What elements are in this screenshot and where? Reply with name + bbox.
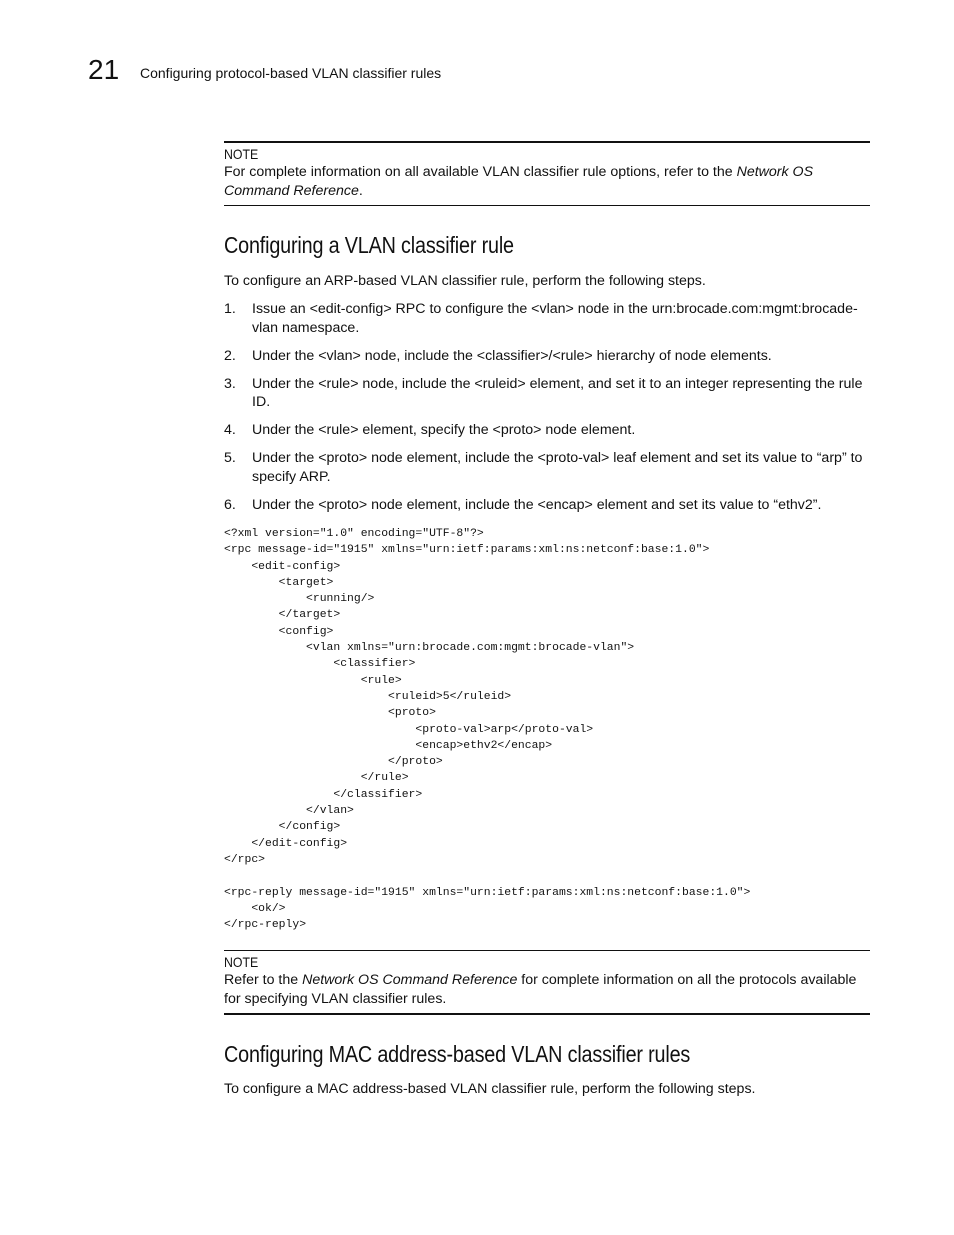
doc-reference: Network OS Command Reference (302, 972, 518, 988)
step-text: Under the <proto> node element, include the <proto-val> leaf element and set its value to “arp” to specify ARP. (252, 450, 863, 485)
step-number: 5. (224, 450, 236, 466)
step-number: 4. (224, 422, 236, 438)
section-intro-2: To configure a MAC address-based VLAN classifier rule, perform the following steps. (224, 1081, 756, 1097)
step-item (224, 421, 870, 440)
chapter-title: Configuring protocol-based VLAN classifier rules (140, 65, 442, 81)
step-text: Under the <vlan> node, include the <classifier>/<rule> hierarchy of node elements. (252, 347, 772, 364)
step-number: 3. (224, 375, 236, 392)
step-number: 2. (224, 347, 236, 364)
doc-reference: Network OS Command Reference (224, 164, 814, 199)
note-box-2 (224, 950, 870, 1015)
step-item (224, 496, 870, 515)
note-text: For complete information on all available VLAN classifier rule options, refer to the Network OS Command Reference. (224, 164, 814, 199)
step-text: Under the <proto> node element, include the <encap> element and set its value to “ethv2”. (252, 496, 822, 513)
section-intro-1: To configure an ARP-based VLAN classifier rule, perform the following steps. (224, 273, 706, 289)
steps-list (224, 300, 870, 524)
xml-code: <?xml version="1.0" encoding="UTF-8"?> <rpc message-id="1915" xmlns="urn:ietf:params:xml:ns:netconf:base:1.0"> <edit-config> <target> <running/> </target> <config> <vlan xmlns="urn:brocade.com:mgmt:brocade-vlan"> <classifier> <rule> <ruleid>5</ruleid> <proto> <proto-val>arp</proto-val> <encap>ethv2</encap> </proto> </rule> </classifier> </vlan> </config> </edit-config> </rpc> <rpc-reply message-id="1915" xmlns="urn:ietf:params:xml:ns:netconf:base:1.0"> <ok/> </rpc-reply> (224, 528, 751, 932)
step-text: Under the <rule> element, specify the <proto> node element. (252, 422, 636, 438)
step-item (224, 300, 870, 337)
step-number: 1. (224, 301, 236, 317)
note-label: NOTE (224, 146, 259, 162)
step-number: 6. (224, 496, 236, 513)
note-label: NOTE (224, 954, 259, 970)
step-text: Under the <rule> node, include the <ruleid> element, and set it to an integer representing the rule ID. (252, 375, 863, 410)
chapter-number: 21 (88, 54, 120, 85)
step-text: Issue an <edit-config> RPC to configure the <vlan> node in the urn:brocade.com:mgmt:brocade-vlan namespace. (252, 301, 858, 336)
step-item (224, 347, 870, 366)
code-block (224, 526, 870, 933)
section-heading-2: Configuring MAC address-based VLAN classifier rules (224, 1041, 691, 1067)
step-item (224, 375, 870, 412)
section-heading-1: Configuring a VLAN classifier rule (224, 232, 514, 258)
step-item (224, 449, 870, 486)
note-box-1 (224, 141, 870, 206)
note-text: Refer to the Network OS Command Reference for complete information on all the protocols available for specifying VLAN classifier rules. (224, 972, 857, 1007)
